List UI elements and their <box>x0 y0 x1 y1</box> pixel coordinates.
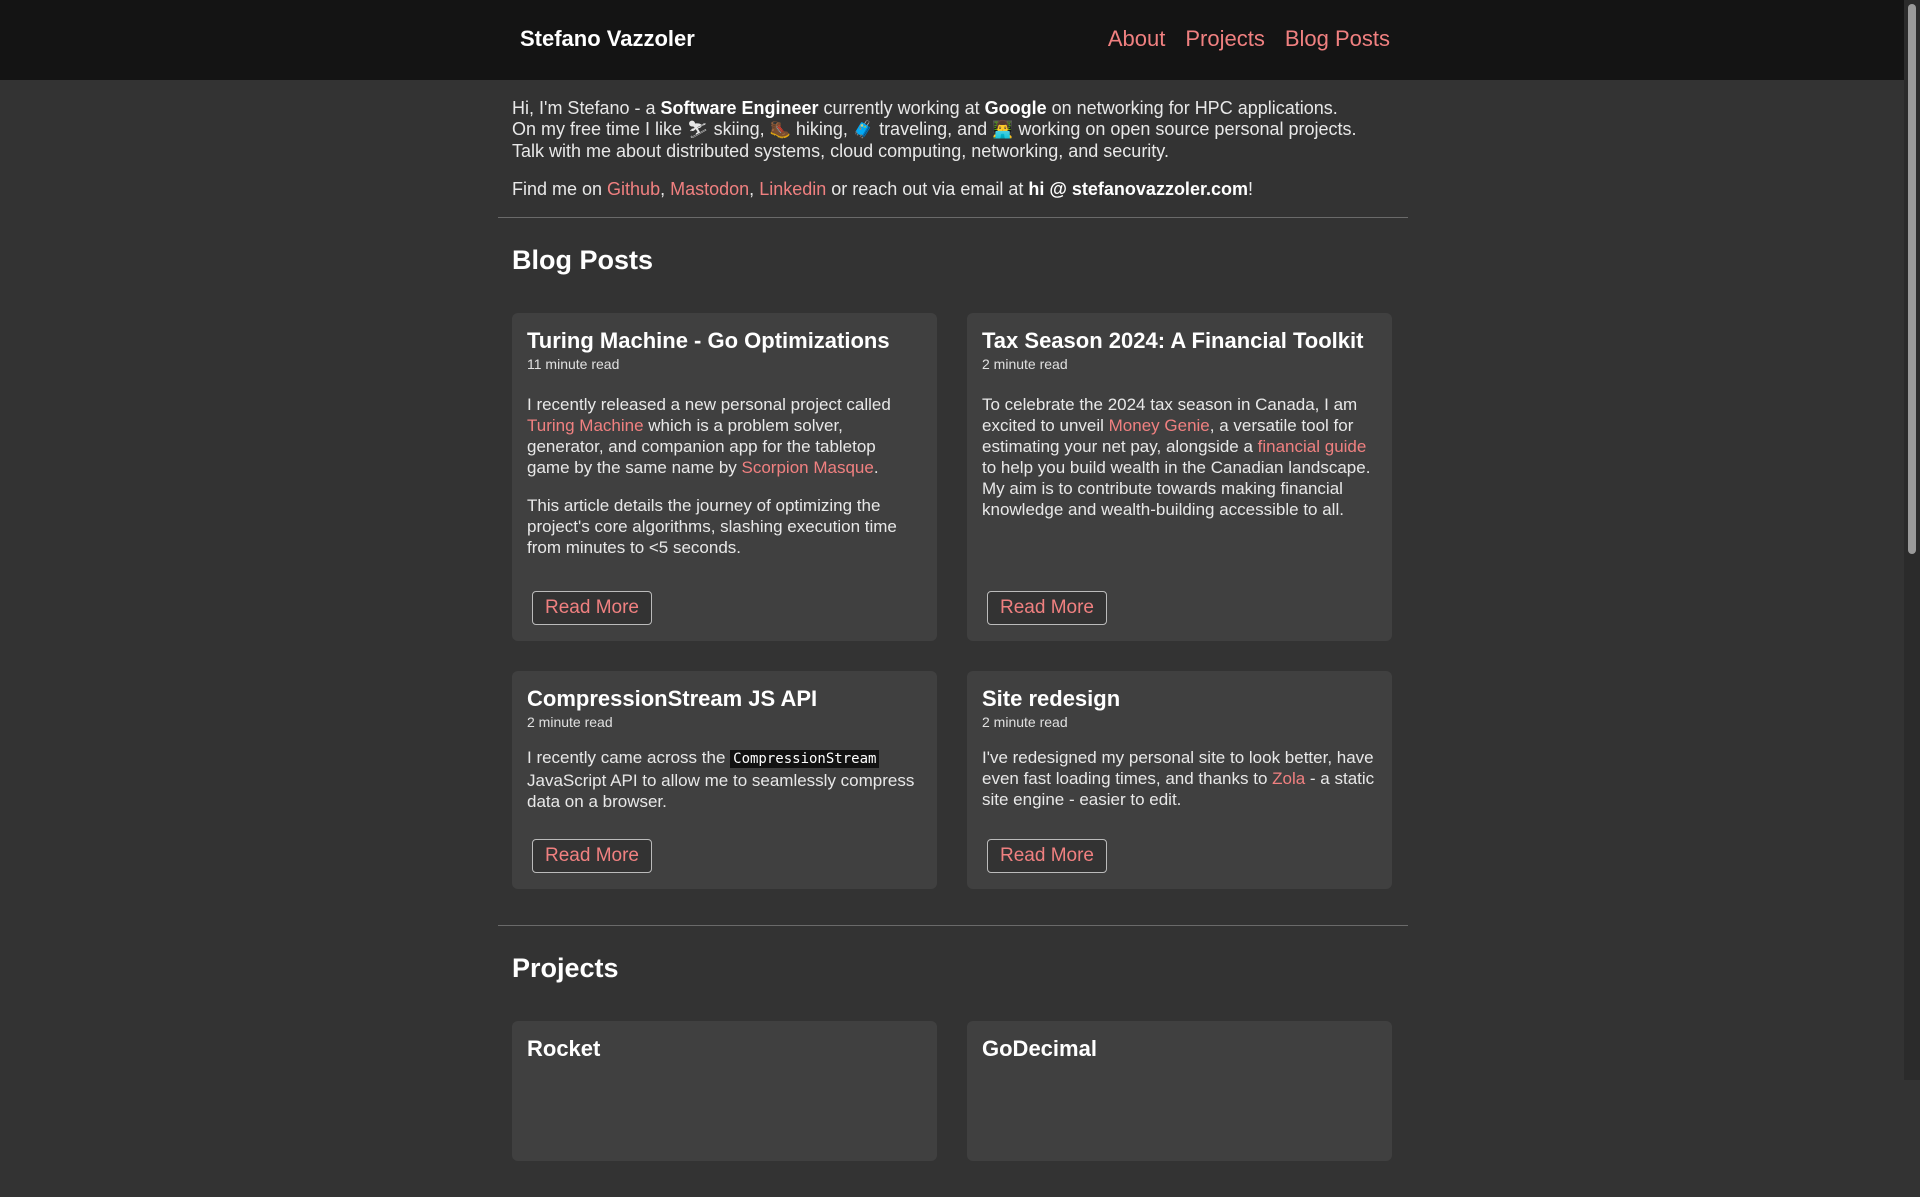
main-content <box>498 80 1408 1197</box>
blog-post-card <box>967 671 1392 889</box>
post-text: , a versatile tool for estimating your net pay, alongside a <box>982 416 1354 456</box>
scorpion-masque-link[interactable]: Scorpion Masque <box>741 458 874 477</box>
blog-post-card <box>512 671 937 889</box>
blog-section-title: Blog Posts <box>512 245 654 275</box>
post-read-time: 2 minute read <box>982 714 1068 730</box>
project-card <box>967 1021 1392 1161</box>
post-text: which is a problem solver, generator, and companion app for the tabletop game by the same name by <box>527 416 876 477</box>
projects-grid <box>498 1021 1408 1197</box>
post-summary <box>527 747 922 820</box>
money-genie-link[interactable]: Money Genie <box>1108 416 1210 435</box>
blog-post-card <box>512 313 937 641</box>
intro-text: on networking for HPC applications. <box>1046 98 1338 118</box>
intro-text: currently working at <box>818 98 985 118</box>
post-summary <box>982 747 1377 820</box>
post-text: This article details the journey of optimizing the project's core algorithms, slashing execution time from minutes to <5 seconds. <box>527 496 897 557</box>
skier-icon: ⛷ <box>687 120 709 140</box>
email-address: hi @ stefanovazzoler.com <box>1028 179 1248 199</box>
projects-section-title: Projects <box>512 953 619 983</box>
project-card <box>512 1021 937 1161</box>
post-summary <box>982 394 1377 572</box>
post-title[interactable]: Site redesign <box>982 686 1121 711</box>
intro-text: On my free time I like <box>512 119 688 139</box>
blog-post-card <box>967 313 1392 641</box>
financial-guide-link[interactable]: financial guide <box>1257 437 1367 456</box>
post-title[interactable]: CompressionStream JS API <box>527 686 818 711</box>
read-more-button[interactable]: Read More <box>532 591 652 625</box>
read-more-button[interactable]: Read More <box>532 839 652 873</box>
contact-text: Find me on <box>512 179 608 199</box>
top-navbar <box>0 0 1904 80</box>
technologist-icon: 👨‍💻 <box>992 120 1014 140</box>
luggage-icon: 🧳 <box>852 120 875 140</box>
post-text: . <box>873 458 879 477</box>
blog-posts-grid <box>498 313 1408 925</box>
contact-text: , <box>660 179 671 199</box>
intro-section <box>498 80 1408 200</box>
post-text: To celebrate the 2024 tax season in Canada, I am excited to unveil <box>982 395 1358 435</box>
code-snippet: CompressionStream <box>730 750 879 768</box>
intro-text: hiking, <box>790 119 853 139</box>
github-link[interactable]: Github <box>607 179 661 199</box>
linkedin-link[interactable]: Linkedin <box>759 179 827 199</box>
section-divider <box>498 925 1408 926</box>
contact-text: or reach out via email at <box>826 179 1029 199</box>
zola-link[interactable]: Zola <box>1272 769 1306 788</box>
post-read-time: 2 minute read <box>982 356 1068 372</box>
contact-text: , <box>749 179 760 199</box>
intro-contact <box>512 179 1394 200</box>
nav-link-about[interactable]: About <box>1107 26 1166 51</box>
post-text: I recently came across the <box>527 748 731 767</box>
main-nav <box>1108 26 1390 52</box>
intro-bio <box>512 98 1394 162</box>
project-title[interactable]: GoDecimal <box>982 1036 1097 1061</box>
nav-link-blog-posts[interactable]: Blog Posts <box>1284 26 1390 51</box>
intro-role: Software Engineer <box>660 98 819 118</box>
section-divider <box>498 217 1408 218</box>
intro-text: Hi, I'm Stefano - a <box>512 98 661 118</box>
read-more-button[interactable]: Read More <box>987 591 1107 625</box>
page-scrollbar[interactable] <box>1904 0 1920 1080</box>
post-text: to help you build wealth in the Canadian landscape. My aim is to contribute towards making financial knowledge and wealth-building accessible to all. <box>982 458 1371 519</box>
intro-text: Talk with me about distributed systems, cloud computing, networking, and security. <box>512 141 1169 161</box>
post-title[interactable]: Turing Machine - Go Optimizations <box>527 328 890 353</box>
intro-text: traveling, and <box>874 119 993 139</box>
hiking-boot-icon: 🥾 <box>769 120 791 140</box>
post-summary <box>527 394 922 572</box>
intro-text: skiing, <box>708 119 770 139</box>
read-more-button[interactable]: Read More <box>987 839 1107 873</box>
turing-machine-link[interactable]: Turing Machine <box>527 416 644 435</box>
post-text: I've redesigned my personal site to look better, have even fast loading times, and thanks to <box>982 748 1374 788</box>
post-text: - a static site engine - easier to edit. <box>982 769 1375 809</box>
mastodon-link[interactable]: Mastodon <box>670 179 750 199</box>
nav-link-projects[interactable]: Projects <box>1185 26 1265 51</box>
post-text: I recently released a new personal project called <box>527 395 891 414</box>
post-read-time: 11 minute read <box>527 356 620 372</box>
scrollbar-thumb[interactable] <box>1908 4 1916 554</box>
post-text: JavaScript API to allow me to seamlessly compress data on a browser. <box>527 771 915 811</box>
site-brand[interactable]: Stefano Vazzoler <box>520 26 695 51</box>
post-title[interactable]: Tax Season 2024: A Financial Toolkit <box>982 328 1364 353</box>
intro-text: working on open source personal projects. <box>1013 119 1357 139</box>
intro-employer: Google <box>984 98 1047 118</box>
post-read-time: 2 minute read <box>527 714 613 730</box>
project-title[interactable]: Rocket <box>527 1036 601 1061</box>
contact-text: ! <box>1247 179 1253 199</box>
